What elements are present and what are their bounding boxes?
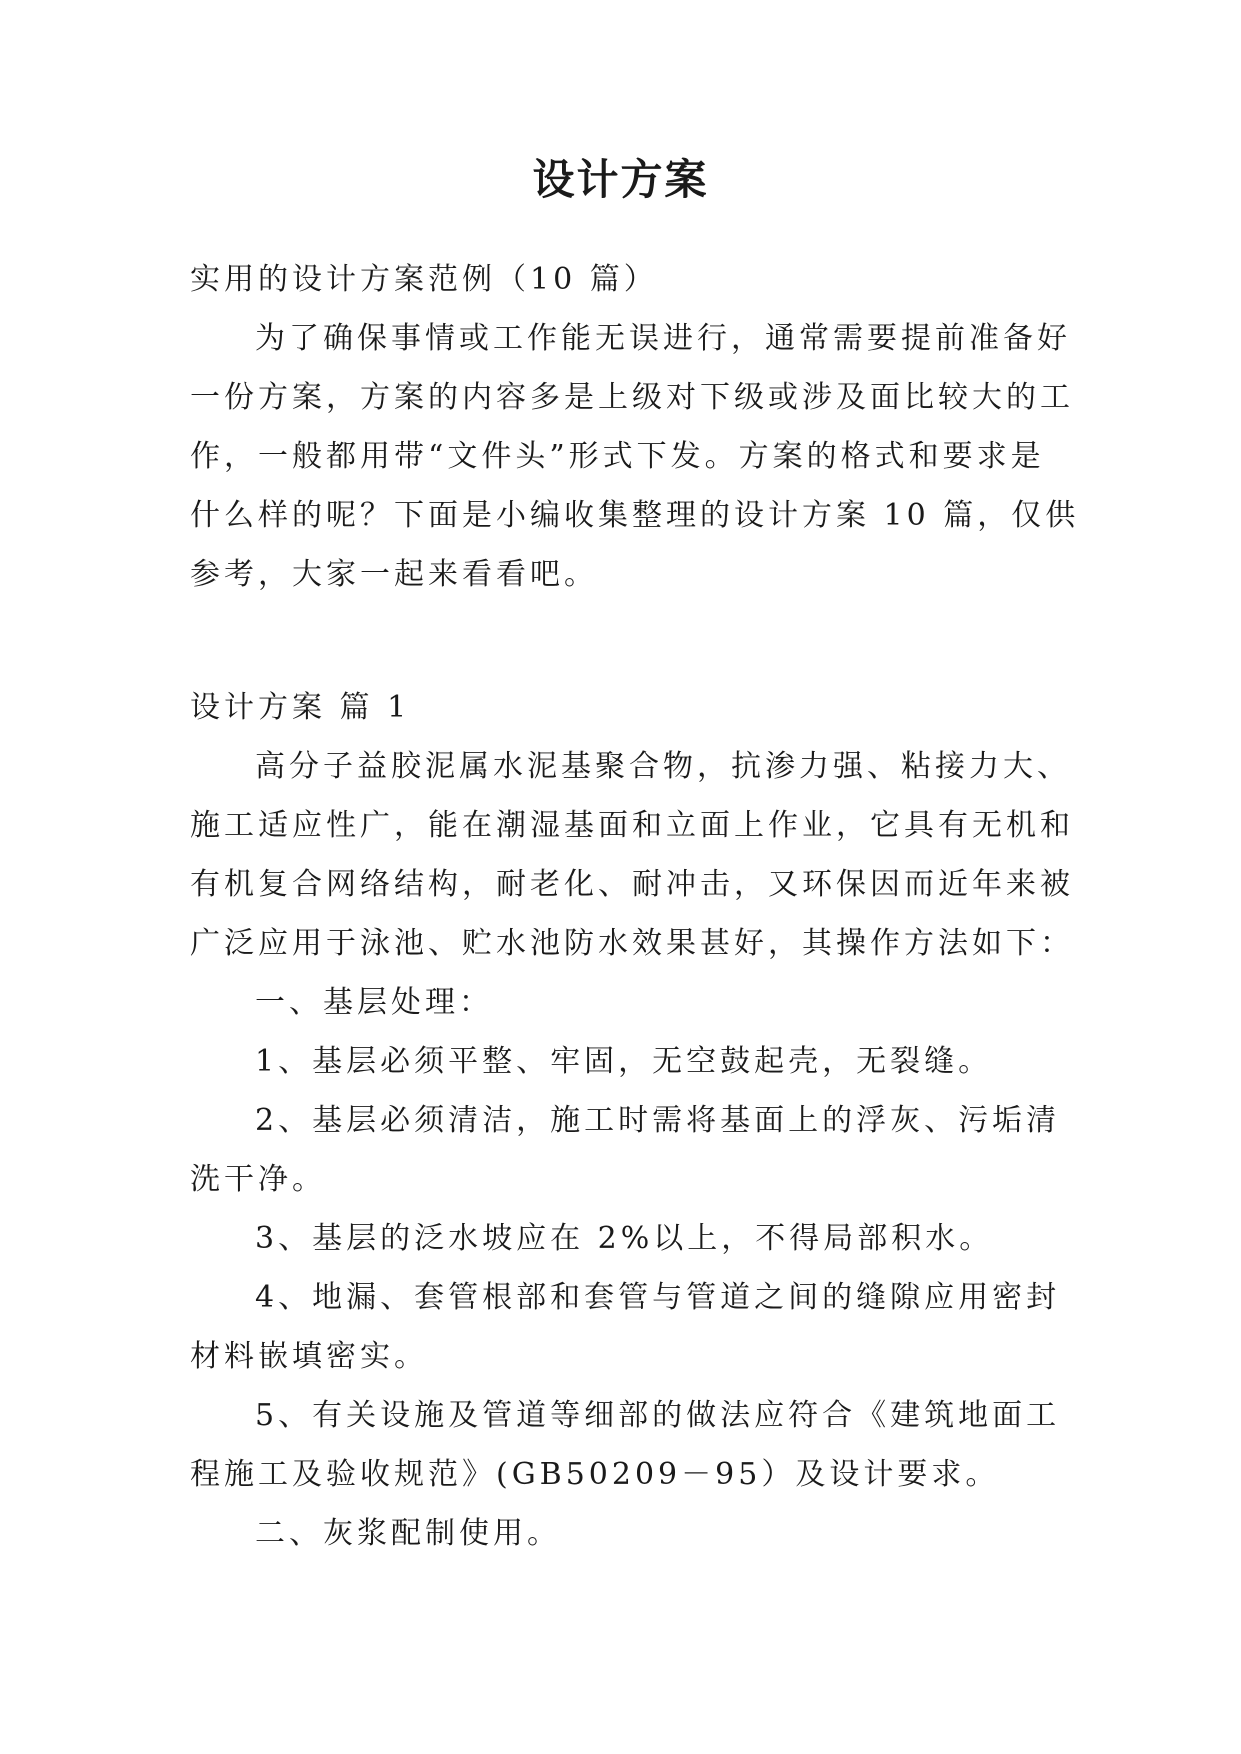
intro-line: 一份方案，方案的内容多是上级对下级或涉及面比较大的工	[190, 380, 1074, 415]
intro-line: 什么样的呢？下面是小编收集整理的设计方案 10 篇，仅供	[190, 498, 1080, 533]
section-para-line: 广泛应用于泳池、贮水池防水效果甚好，其操作方法如下：	[190, 926, 1074, 961]
intro-line: 为了确保事情或工作能无误进行，通常需要提前准备好	[255, 321, 1071, 356]
section-para-line: 施工适应性广，能在潮湿基面和立面上作业，它具有无机和	[190, 808, 1074, 843]
section-para-line: 高分子益胶泥属水泥基聚合物，抗渗力强、粘接力大、	[255, 749, 1071, 784]
list-item-continuation: 材料嵌填密实。	[190, 1339, 428, 1374]
intro-line: 参考，大家一起来看看吧。	[190, 557, 598, 592]
list-item: 4、地漏、套管根部和套管与管道之间的缝隙应用密封	[255, 1280, 1061, 1315]
list-item: 5、有关设施及管道等细部的做法应符合《建筑地面工	[255, 1398, 1061, 1433]
section-para-line: 有机复合网络结构，耐老化、耐冲击，又环保因而近年来被	[190, 867, 1074, 902]
intro-line: 作，一般都用带“文件头”形式下发。方案的格式和要求是	[190, 439, 1045, 474]
sub-heading: 二、灰浆配制使用。	[255, 1516, 561, 1551]
document-title: 设计方案	[532, 155, 709, 204]
document-subtitle: 实用的设计方案范例（10 篇）	[190, 262, 658, 297]
list-item: 2、基层必须清洁，施工时需将基面上的浮灰、污垢清	[255, 1103, 1061, 1138]
sub-heading: 一、基层处理：	[255, 985, 493, 1020]
section-heading: 设计方案 篇 1	[190, 690, 411, 725]
list-item-continuation: 洗干净。	[190, 1162, 326, 1197]
list-item: 1、基层必须平整、牢固，无空鼓起壳，无裂缝。	[255, 1044, 993, 1079]
list-item: 3、基层的泛水坡应在 2%以上，不得局部积水。	[255, 1221, 994, 1256]
list-item-continuation: 程施工及验收规范》(GB50209－95）及设计要求。	[190, 1457, 1000, 1492]
